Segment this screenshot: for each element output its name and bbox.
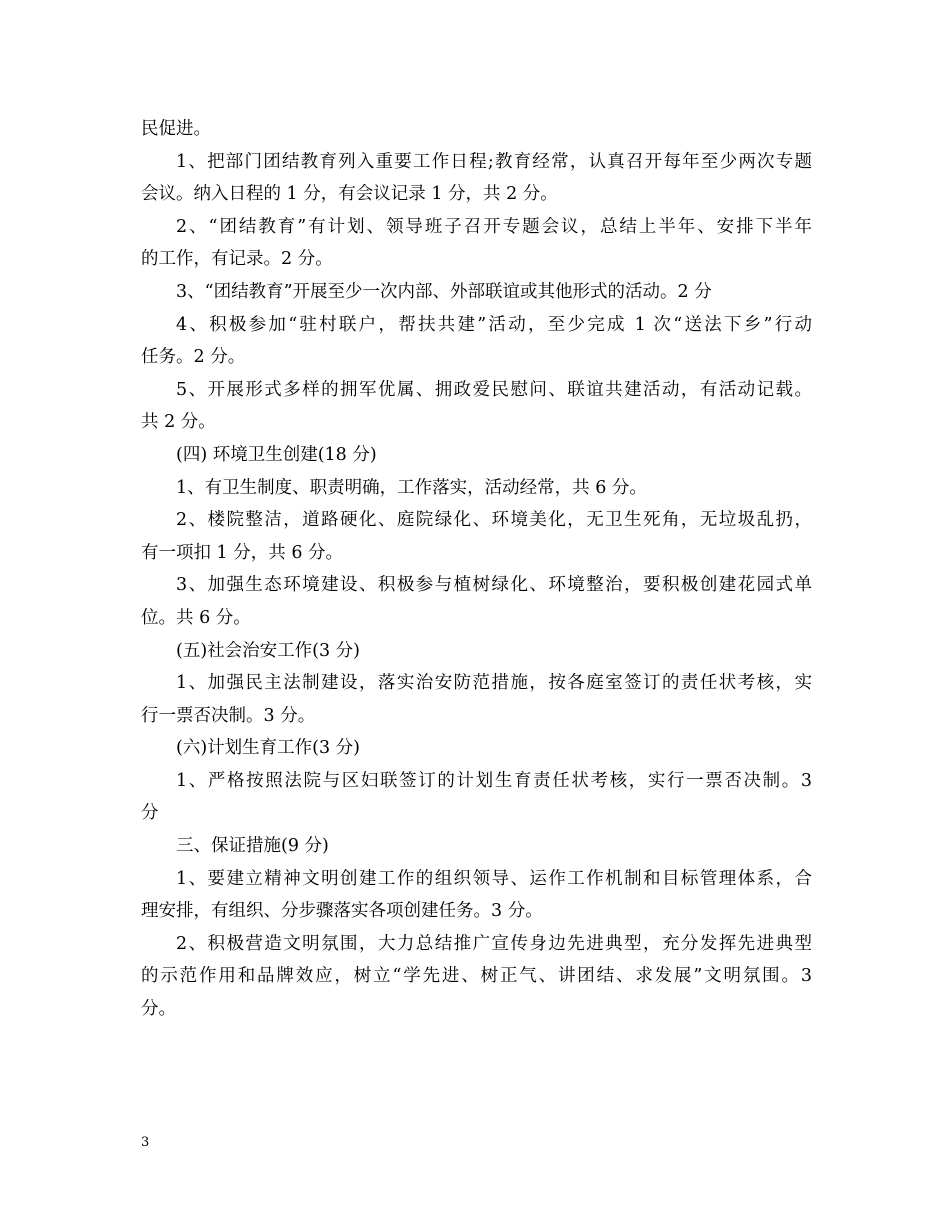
text-line: 4、积极参加“驻村联户，帮扶共建”活动，至少完成 1 次“送法下乡”行动 [176,314,812,335]
text-line: 2、积极营造文明氛围，大力总结推广宣传身边先进典型，充分发挥先进典型 [176,933,812,954]
text-line: 的工作，有记录。2 分。 [141,249,333,270]
text-line: 共 2 分。 [141,412,216,433]
text-line: 会议。纳入日程的 1 分，有会议记录 1 分，共 2 分。 [141,184,558,205]
text-line: 1、严格按照法院与区妇联签订的计划生育责任状考核，实行一票否决制。3 [176,770,812,791]
text-line: (五)社会治安工作(3 分) [176,640,361,661]
text-line: 民促进。 [141,119,211,139]
text-line: (六)计划生育工作(3 分) [176,738,361,759]
text-line: 三、保证措施(9 分) [176,836,329,857]
text-line: 分。 [141,999,176,1020]
text-line: 3、“团结教育”开展至少一次内部、外部联谊或其他形式的活动。2 分 [176,281,712,302]
text-line: 2、楼院整洁，道路硬化、庭院绿化、环境美化，无卫生死角，无垃圾乱扔， [176,510,812,531]
text-line: 的示范作用和品牌效应，树立“学先进、树正气、讲团结、求发展”文明氛围。3 [141,966,812,987]
text-line: 位。共 6 分。 [141,607,251,628]
text-line: 1、加强民主法制建设，落实治安防范措施，按各庭室签订的责任状考核，实 [176,673,812,694]
page-number: 3 [141,1135,150,1150]
text-line: 1、把部门团结教育列入重要工作日程;教育经常，认真召开每年至少两次专题 [176,151,812,172]
text-block [141,113,812,1026]
text-line: 1、要建立精神文明创建工作的组织领导、运作工作机制和目标管理体系，合 [176,868,812,889]
text-line: 3、加强生态环境建设、积极参与植树绿化、环境整治，要积极创建花园式单 [176,575,812,596]
text-line: 理安排，有组织、分步骤落实各项创建任务。3 分。 [141,901,543,922]
text-line: (四) 环境卫生创建(18 分) [176,444,377,465]
text-line: 5、开展形式多样的拥军优属、拥政爱民慰问、联谊共建活动，有活动记载。 [176,379,812,400]
text-line: 任务。2 分。 [141,347,246,368]
text-line: 有一项扣 1 分，共 6 分。 [141,542,344,563]
document-body [141,113,812,1026]
text-line: 分 [141,803,159,824]
text-line: 行一票否决制。3 分。 [141,705,316,726]
text-line: 2、“团结教育”有计划、领导班子召开专题会议，总结上半年、安排下半年 [176,216,812,237]
text-line: 1、有卫生制度、职责明确，工作落实，活动经常，共 6 分。 [176,477,647,498]
